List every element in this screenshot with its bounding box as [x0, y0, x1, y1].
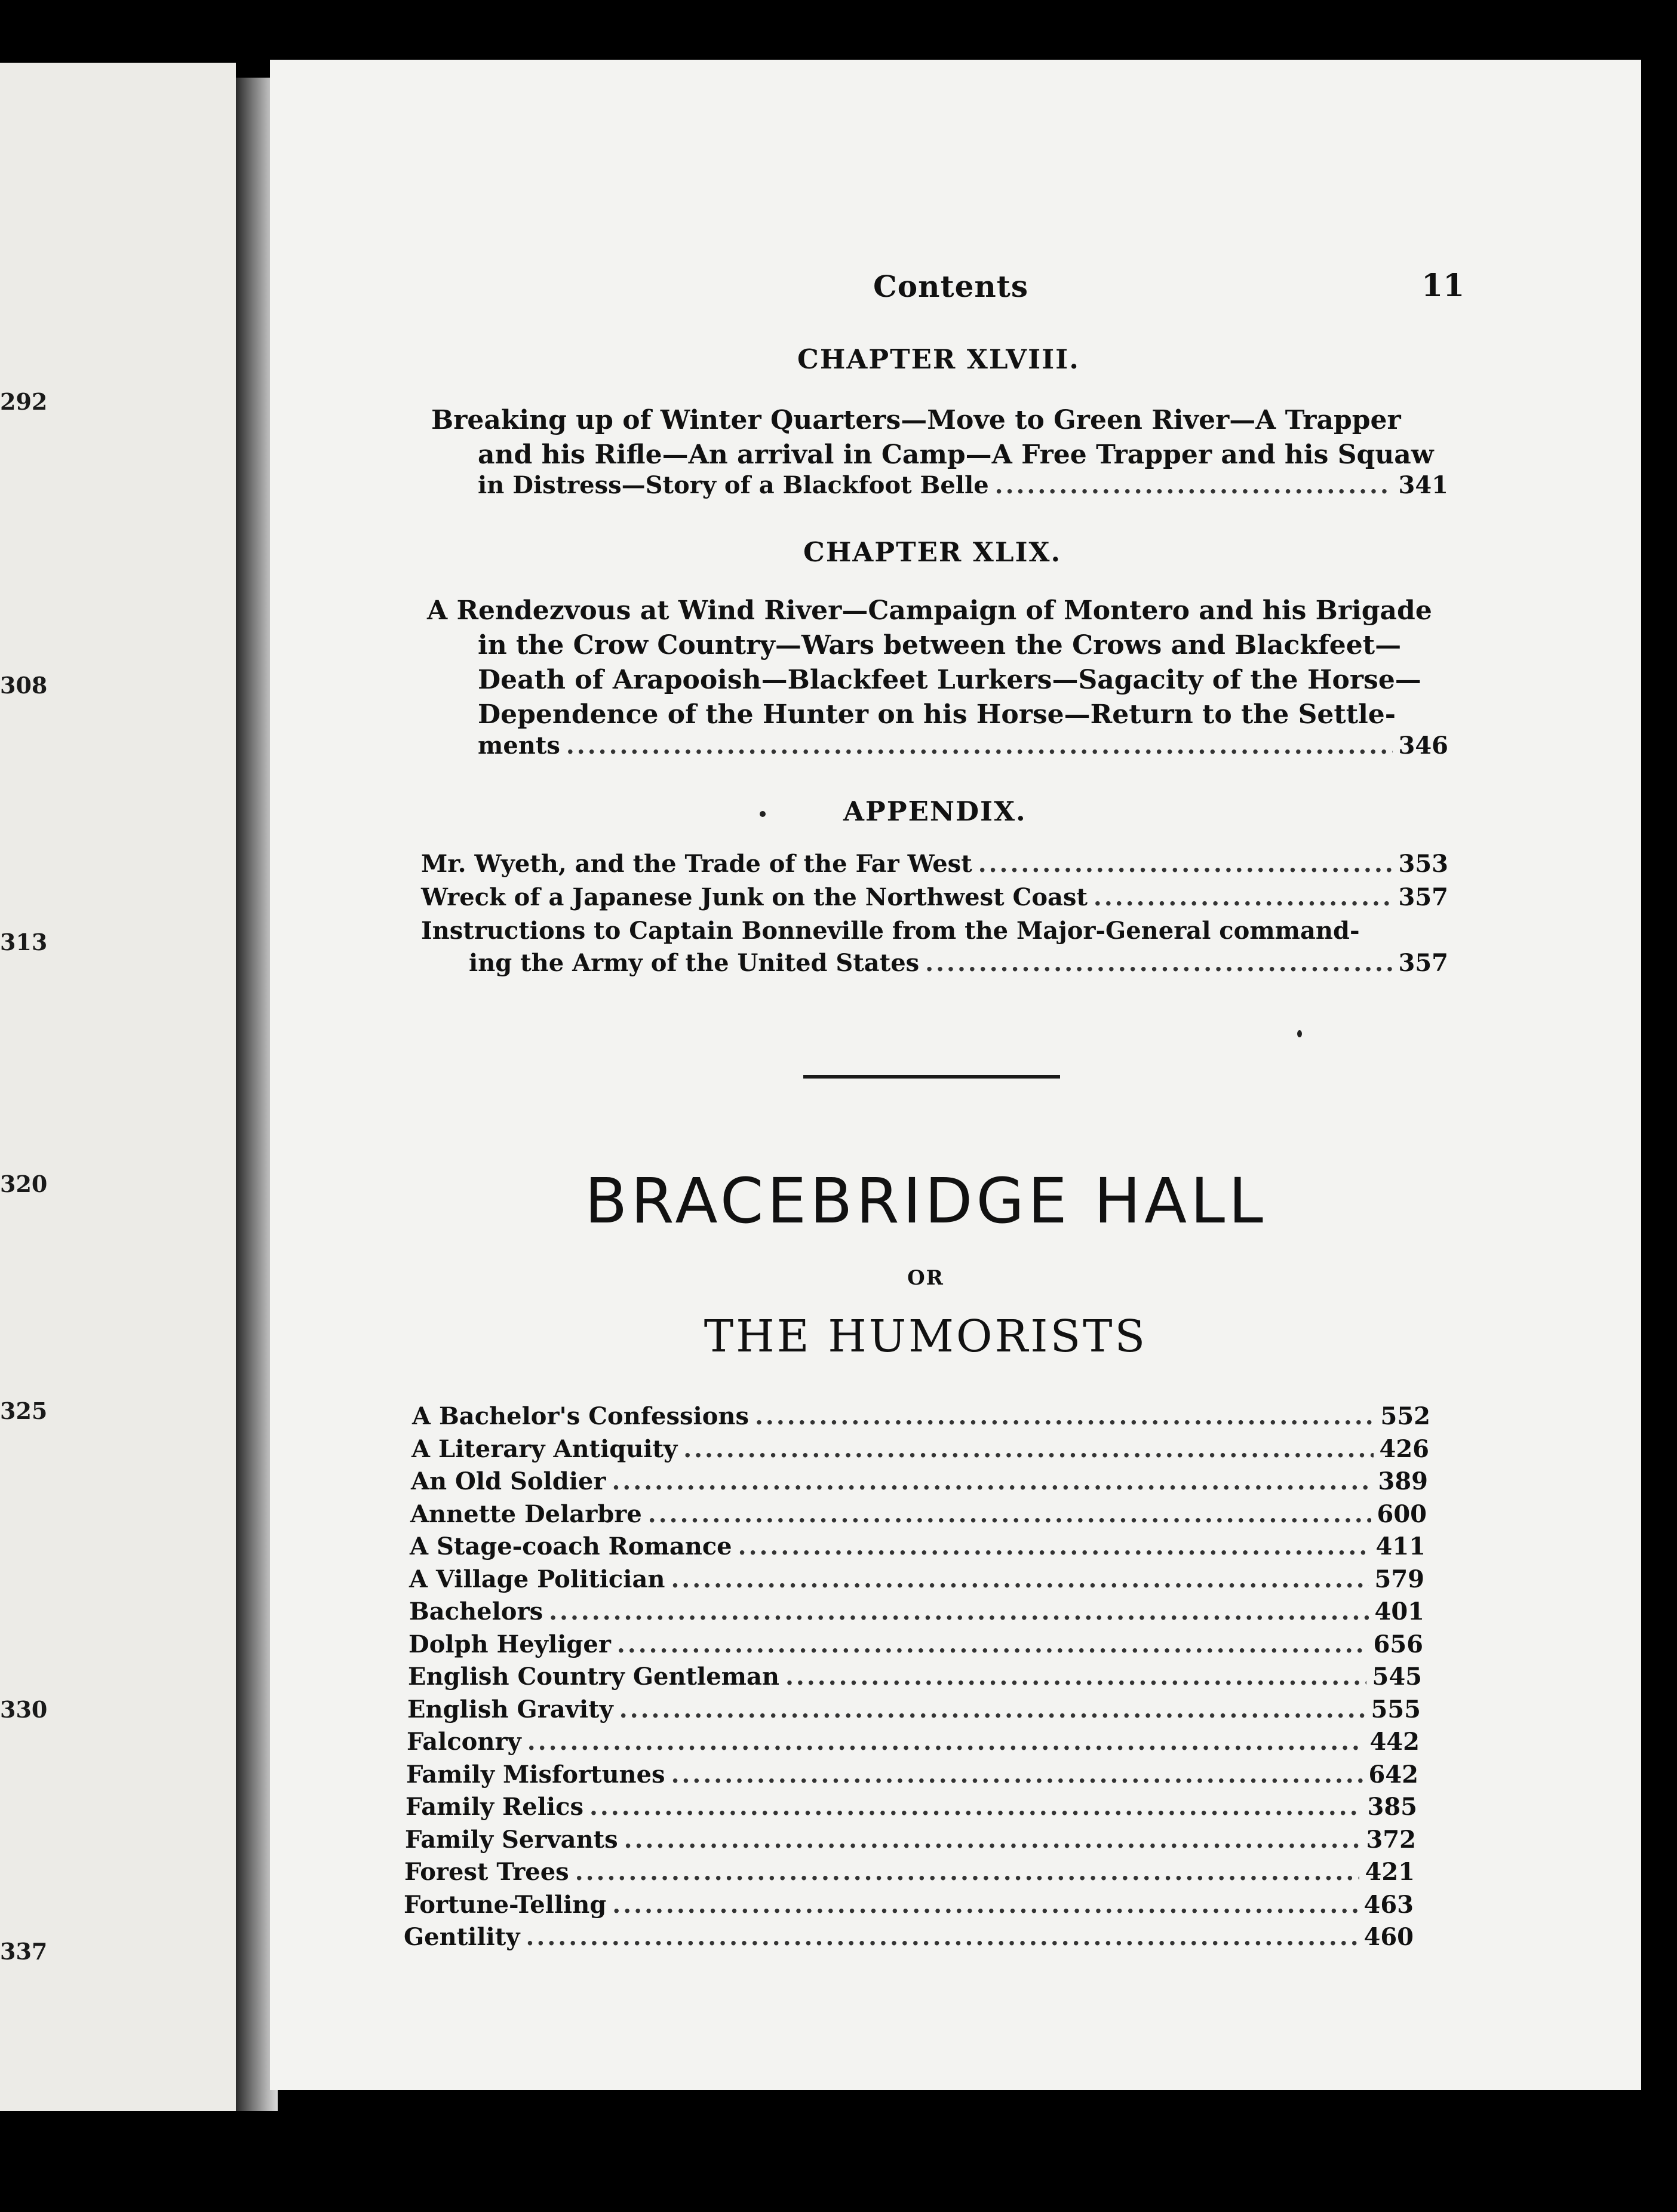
- index-entry: [411, 1466, 1428, 1498]
- dot-leader: [648, 1498, 1371, 1531]
- chapter-heading: CHAPTER XLIX.: [803, 536, 1062, 568]
- entry-page: 555: [1371, 1695, 1421, 1723]
- entry-page: 460: [1363, 1923, 1414, 1951]
- entry-title: Bachelors: [409, 1597, 543, 1626]
- left-page-number: 308: [0, 672, 48, 699]
- entry-page: 411: [1375, 1532, 1426, 1560]
- dot-leader: [575, 1856, 1359, 1888]
- index-entry: [405, 1824, 1416, 1856]
- entry-title: A Village Politician: [409, 1565, 665, 1593]
- section-or: OR: [907, 1266, 944, 1290]
- entry-page: 421: [1365, 1858, 1415, 1886]
- entry-title: Forest Trees: [404, 1858, 569, 1886]
- dot-leader: [526, 1921, 1357, 1953]
- index-entry: [408, 1661, 1422, 1693]
- left-page-number: 330: [0, 1696, 48, 1723]
- dot-leader: [617, 1629, 1368, 1661]
- chapter-entry: [478, 469, 1448, 502]
- index-entry: [408, 1629, 1423, 1661]
- dot-leader: [671, 1759, 1363, 1791]
- dot-leader: [1094, 881, 1393, 914]
- left-page: [0, 63, 236, 2111]
- dot-leader: [612, 1889, 1357, 1921]
- dot-leader: [566, 730, 1393, 762]
- printing-speck: [760, 811, 766, 817]
- entry-page: 385: [1367, 1793, 1417, 1821]
- entry-page: 552: [1380, 1402, 1430, 1430]
- left-page-number: 320: [0, 1170, 48, 1197]
- page-number: 11: [1421, 268, 1465, 304]
- printing-speck: [1297, 1030, 1302, 1037]
- chapter-entry: [478, 730, 1448, 762]
- index-entry: [411, 1433, 1429, 1466]
- index-entry: [409, 1563, 1424, 1596]
- left-page-number: 325: [0, 1397, 48, 1424]
- entry-page: 579: [1374, 1565, 1424, 1593]
- section-subtitle: THE HUMORISTS: [704, 1311, 1148, 1362]
- entry-title: Wreck of a Japanese Junk on the Northwest Coast: [421, 883, 1088, 911]
- left-page-number: 337: [0, 1938, 48, 1965]
- dot-leader: [755, 1400, 1375, 1433]
- index-entry: [404, 1921, 1414, 1953]
- index-entry: [406, 1791, 1417, 1823]
- chapter-summary-line: Breaking up of Winter Quarters—Move to Green River—A Trapper: [431, 405, 1401, 435]
- chapter-summary-line: Death of Arapooish—Blackfeet Lurkers—Sagacity of the Horse—: [478, 665, 1421, 695]
- appendix-entry-line: Instructions to Captain Bonneville from the Major-General command-: [421, 917, 1360, 945]
- dot-leader: [995, 469, 1393, 502]
- entry-title: Annette Delarbre: [410, 1500, 642, 1528]
- chapter-summary-line: in Distress—Story of a Blackfoot Belle: [478, 471, 989, 499]
- chapter-summary-line: Dependence of the Hunter on his Horse—Return to the Settle-: [478, 699, 1396, 730]
- dot-leader: [925, 947, 1392, 979]
- dot-leader: [785, 1661, 1366, 1693]
- dot-leader: [738, 1531, 1370, 1563]
- index-entry: [406, 1759, 1418, 1791]
- entry-page: 545: [1372, 1663, 1422, 1691]
- entry-page: 600: [1377, 1500, 1427, 1528]
- chapter-summary-line: in the Crow Country—Wars between the Crows and Blackfeet—: [478, 630, 1402, 660]
- dot-leader: [619, 1694, 1365, 1726]
- index-entry: [407, 1726, 1420, 1758]
- entry-page: 353: [1398, 850, 1448, 878]
- entry-page: 656: [1373, 1630, 1423, 1658]
- left-page-number: 292: [0, 388, 48, 415]
- running-head: Contents: [873, 269, 1029, 304]
- dot-leader: [527, 1726, 1364, 1758]
- entry-page: 389: [1378, 1467, 1428, 1495]
- entry-title: English Gravity: [407, 1695, 613, 1723]
- entry-title: Dolph Heyliger: [408, 1630, 611, 1658]
- section-title: BRACEBRIDGE HALL: [585, 1165, 1267, 1237]
- dot-leader: [612, 1466, 1372, 1498]
- index-entry: [410, 1498, 1427, 1531]
- entry-page: 442: [1369, 1728, 1420, 1756]
- entry-title: Falconry: [407, 1728, 521, 1756]
- entry-title: English Country Gentleman: [408, 1663, 779, 1691]
- index-entry: [407, 1694, 1421, 1726]
- entry-title: A Bachelor's Confessions: [412, 1402, 749, 1430]
- entry-page: 401: [1374, 1597, 1424, 1626]
- index-entry: [409, 1596, 1424, 1628]
- dot-leader: [589, 1791, 1362, 1823]
- index-entry: [404, 1856, 1415, 1888]
- chapter-summary-line: and his Rifle—An arrival in Camp—A Free Trapper and his Squaw: [478, 440, 1434, 470]
- dot-leader: [683, 1433, 1373, 1466]
- entry-title: Mr. Wyeth, and the Trade of the Far West: [421, 850, 972, 878]
- entry-title: Fortune-Telling: [404, 1891, 607, 1919]
- entry-title: Gentility: [404, 1923, 520, 1951]
- entry-page: 346: [1398, 732, 1448, 760]
- dot-leader: [549, 1596, 1368, 1628]
- entry-title: Family Misfortunes: [406, 1761, 665, 1789]
- entry-page: 357: [1398, 949, 1448, 977]
- chapter-summary-line: ments: [478, 732, 560, 760]
- appendix-heading: APPENDIX.: [843, 795, 1027, 827]
- index-entry: [412, 1400, 1430, 1433]
- appendix-entry: [469, 947, 1448, 979]
- entry-page: 372: [1366, 1826, 1416, 1854]
- chapter-summary-line: A Rendezvous at Wind River—Campaign of Montero and his Brigade: [427, 595, 1432, 626]
- entry-page: 357: [1398, 883, 1448, 911]
- entry-title: A Stage-coach Romance: [410, 1532, 732, 1560]
- index-entry: [404, 1889, 1414, 1921]
- entry-title: A Literary Antiquity: [411, 1435, 678, 1463]
- entry-page: 463: [1363, 1891, 1414, 1919]
- dot-leader: [671, 1563, 1368, 1596]
- entry-page: 341: [1398, 471, 1448, 499]
- entry-page: 642: [1368, 1761, 1418, 1789]
- section-rule: [803, 1075, 1060, 1079]
- appendix-entry: [421, 881, 1448, 914]
- entry-title: Family Relics: [406, 1793, 583, 1821]
- entry-title: ing the Army of the United States: [469, 949, 920, 977]
- entry-title: An Old Soldier: [411, 1467, 606, 1495]
- entry-page: 426: [1379, 1435, 1429, 1463]
- entry-title: Family Servants: [405, 1826, 618, 1854]
- index-entry: [410, 1531, 1426, 1563]
- dot-leader: [978, 848, 1393, 880]
- chapter-heading: CHAPTER XLVIII.: [797, 343, 1080, 375]
- appendix-entry: [421, 848, 1448, 880]
- dot-leader: [624, 1824, 1360, 1856]
- left-page-number: 313: [0, 929, 48, 956]
